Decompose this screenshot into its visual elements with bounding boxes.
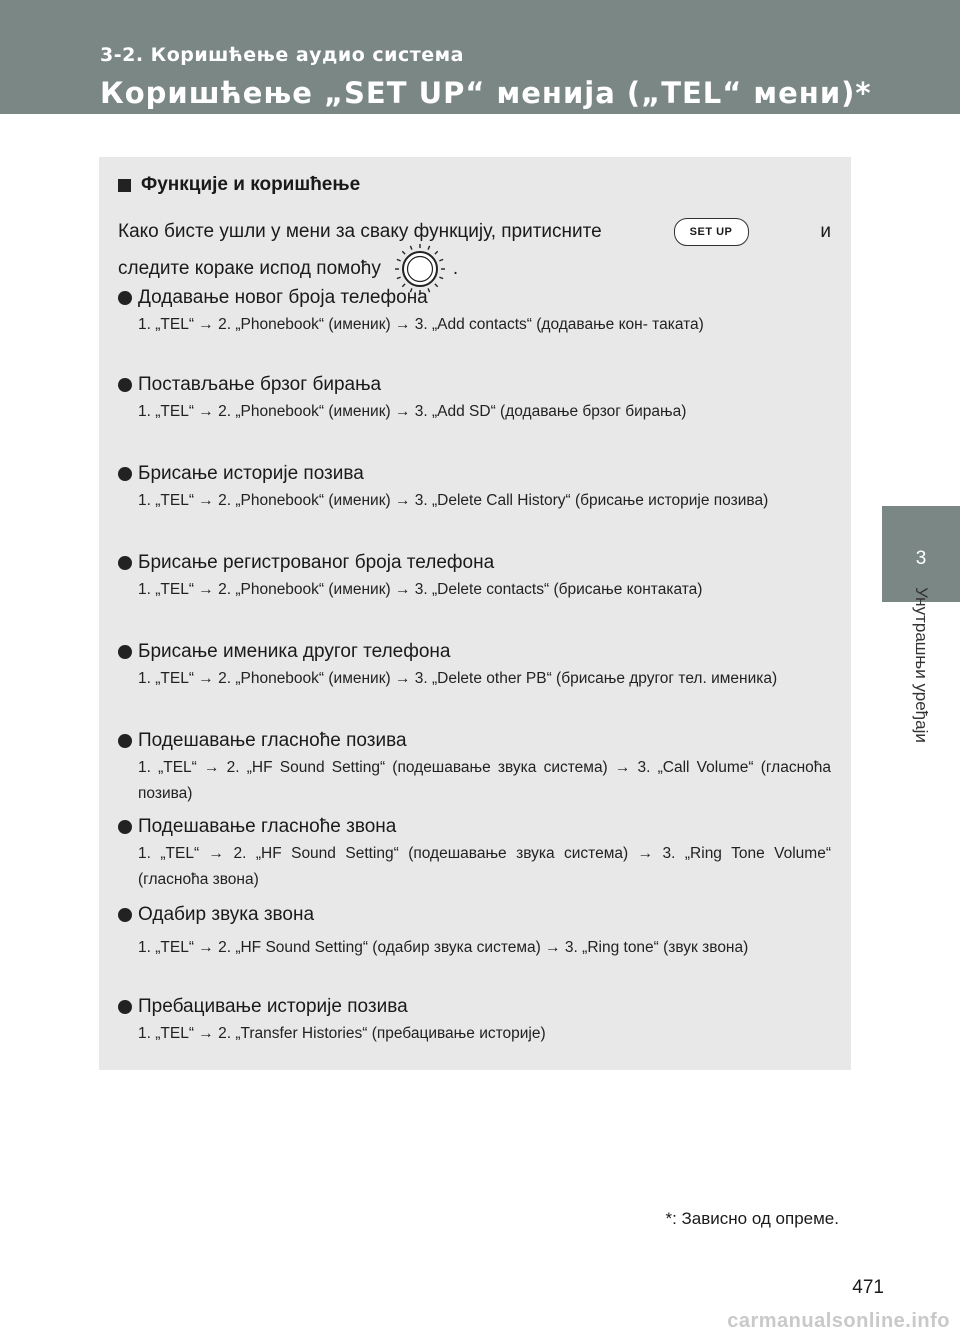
- list-item: [118, 729, 831, 807]
- round-bullet-icon: [118, 291, 132, 305]
- list-item: [118, 903, 831, 961]
- round-bullet-icon: [118, 820, 132, 834]
- chapter-number: 3: [915, 548, 927, 569]
- item-title: Подешавање гласноће позива: [138, 730, 407, 751]
- item-title: Брисање именика другог телефона: [138, 641, 451, 662]
- round-bullet-icon: [118, 908, 132, 922]
- watermark: carmanualsonline.info: [727, 1310, 950, 1332]
- item-steps: 1. „TEL“ → 2. „Phonebook“ (именик) → 3. „Delete Call History“ (брисање историје позива): [138, 492, 769, 509]
- intro-text-1: Како бисте ушли у мени за сваку функцију, притисните: [118, 221, 602, 242]
- item-steps: 1. „TEL“ → 2. „HF Sound Setting“ (подешавање звука система) → 3. „Call Volume“ (гласноћа позива): [138, 759, 831, 802]
- intro-line-2: [118, 252, 831, 286]
- setup-button-icon: SET UP: [674, 218, 749, 246]
- list-item: [118, 995, 831, 1047]
- item-steps: 1. „TEL“ → 2. „Phonebook“ (именик) → 3. „Delete other PB“ (брисање другог тел. именика): [138, 670, 778, 687]
- round-bullet-icon: [118, 467, 132, 481]
- item-title: Подешавање гласноће звона: [138, 816, 397, 837]
- item-steps: 1. „TEL“ → 2. „Transfer Histories“ (пребацивање историје): [138, 1025, 546, 1042]
- item-title: Брисање регистрованог броја телефона: [138, 552, 495, 573]
- page-number: 471: [852, 1277, 884, 1298]
- item-steps: 1. „TEL“ → 2. „Phonebook“ (именик) → 3. „Add SD“ (додавање брзог бирања): [138, 403, 687, 420]
- list-item: [118, 373, 831, 425]
- content-heading: [118, 174, 360, 196]
- intro-text-3: следите кораке испод помоћу: [118, 258, 381, 279]
- intro-line-1: [118, 218, 831, 246]
- round-bullet-icon: [118, 645, 132, 659]
- round-bullet-icon: [118, 556, 132, 570]
- section-title: 3-2. Коришћење аудио система: [100, 44, 464, 66]
- page-title: Коришћење „SET UP“ менија („TEL“ мени)*: [100, 76, 872, 110]
- item-steps: 1. „TEL“ → 2. „HF Sound Setting“ (подешавање звука система) → 3. „Ring Tone Volume“ (гласноћа звона): [138, 845, 831, 888]
- list-item: [118, 286, 831, 338]
- heading-text: Функције и коришћење: [141, 174, 361, 195]
- list-item: [118, 815, 831, 893]
- header-bar: [0, 0, 960, 114]
- item-title: Додавање новог броја телефона: [138, 287, 428, 308]
- round-bullet-icon: [118, 378, 132, 392]
- item-steps: 1. „TEL“ → 2. „Phonebook“ (именик) → 3. „Add contacts“ (додавање кон- таката): [138, 316, 704, 333]
- item-title: Брисање историје позива: [138, 463, 364, 484]
- round-bullet-icon: [118, 734, 132, 748]
- intro-text-4: .: [452, 258, 459, 279]
- item-steps: 1. „TEL“ → 2. „Phonebook“ (именик) → 3. „Delete contacts“ (брисање контаката): [138, 581, 703, 598]
- round-bullet-icon: [118, 1000, 132, 1014]
- item-title: Одабир звука звона: [138, 904, 315, 925]
- list-item: [118, 551, 831, 603]
- list-item: [118, 640, 831, 692]
- footnote: *: Зависно од опреме.: [665, 1209, 839, 1228]
- item-title: Постављање брзог бирања: [138, 374, 382, 395]
- intro-text-2: и: [820, 221, 831, 242]
- item-title: Пребацивање историје позива: [138, 996, 408, 1017]
- chapter-label: Унутрашњи уређаји: [912, 587, 931, 743]
- list-item: [118, 462, 831, 514]
- square-bullet-icon: [118, 179, 131, 192]
- item-steps: 1. „TEL“ → 2. „HF Sound Setting“ (одабир звука система) → 3. „Ring tone“ (звук звона): [138, 939, 749, 956]
